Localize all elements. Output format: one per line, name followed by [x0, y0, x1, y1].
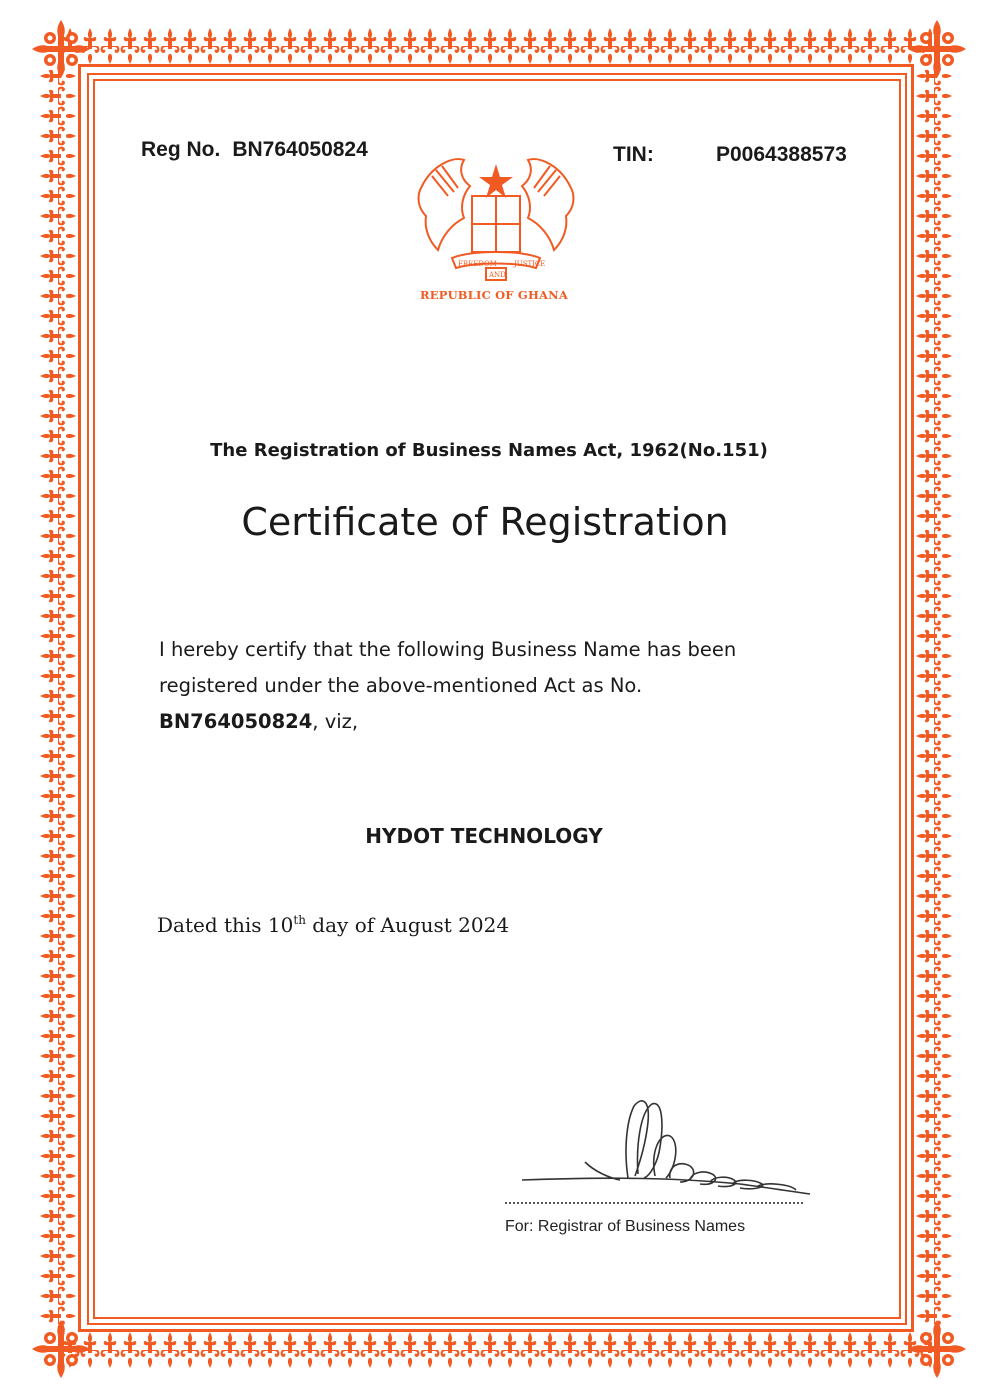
business-name: HYDOT TECHNOLOGY	[365, 824, 603, 848]
ornamental-border-top	[60, 26, 932, 66]
statement-line-2: registered under the above-mentioned Act as No.	[159, 674, 643, 697]
reg-no-value: BN764050824	[232, 138, 368, 161]
reg-no-label: Reg No.	[141, 138, 221, 161]
signature-dotted-line	[505, 1202, 803, 1204]
reg-no	[141, 138, 368, 162]
corner-ornament-icon	[906, 18, 968, 80]
certification-statement	[159, 632, 799, 740]
date-line: Dated this 10th day of August 2024	[157, 913, 510, 937]
ghana-coat-of-arms-icon	[412, 146, 580, 296]
ornamental-border-left	[38, 66, 78, 1330]
certificate-title: Certificate of Registration	[241, 500, 729, 544]
ornamental-border-right	[914, 66, 954, 1330]
corner-ornament-icon	[906, 1318, 968, 1380]
tin-value: P0064388573	[716, 143, 847, 166]
act-heading: The Registration of Business Names Act, 1962(No.151)	[210, 440, 768, 461]
svg-text:JUSTICE: JUSTICE	[514, 260, 546, 268]
registration-number: BN764050824	[159, 710, 313, 733]
svg-text:AND: AND	[489, 271, 506, 279]
tin-label: TIN:	[613, 143, 654, 166]
republic-of-ghana-caption: REPUBLIC OF GHANA	[420, 288, 568, 302]
statement-line-1: I hereby certify that the following Business Name has been	[159, 638, 737, 661]
ornamental-border-bottom	[60, 1330, 932, 1370]
statement-line-3: BN764050824, viz,	[159, 710, 359, 733]
signature-icon	[500, 1092, 820, 1212]
svg-text:FREEDOM: FREEDOM	[458, 260, 497, 268]
registrar-caption: For: Registrar of Business Names	[505, 1218, 746, 1235]
